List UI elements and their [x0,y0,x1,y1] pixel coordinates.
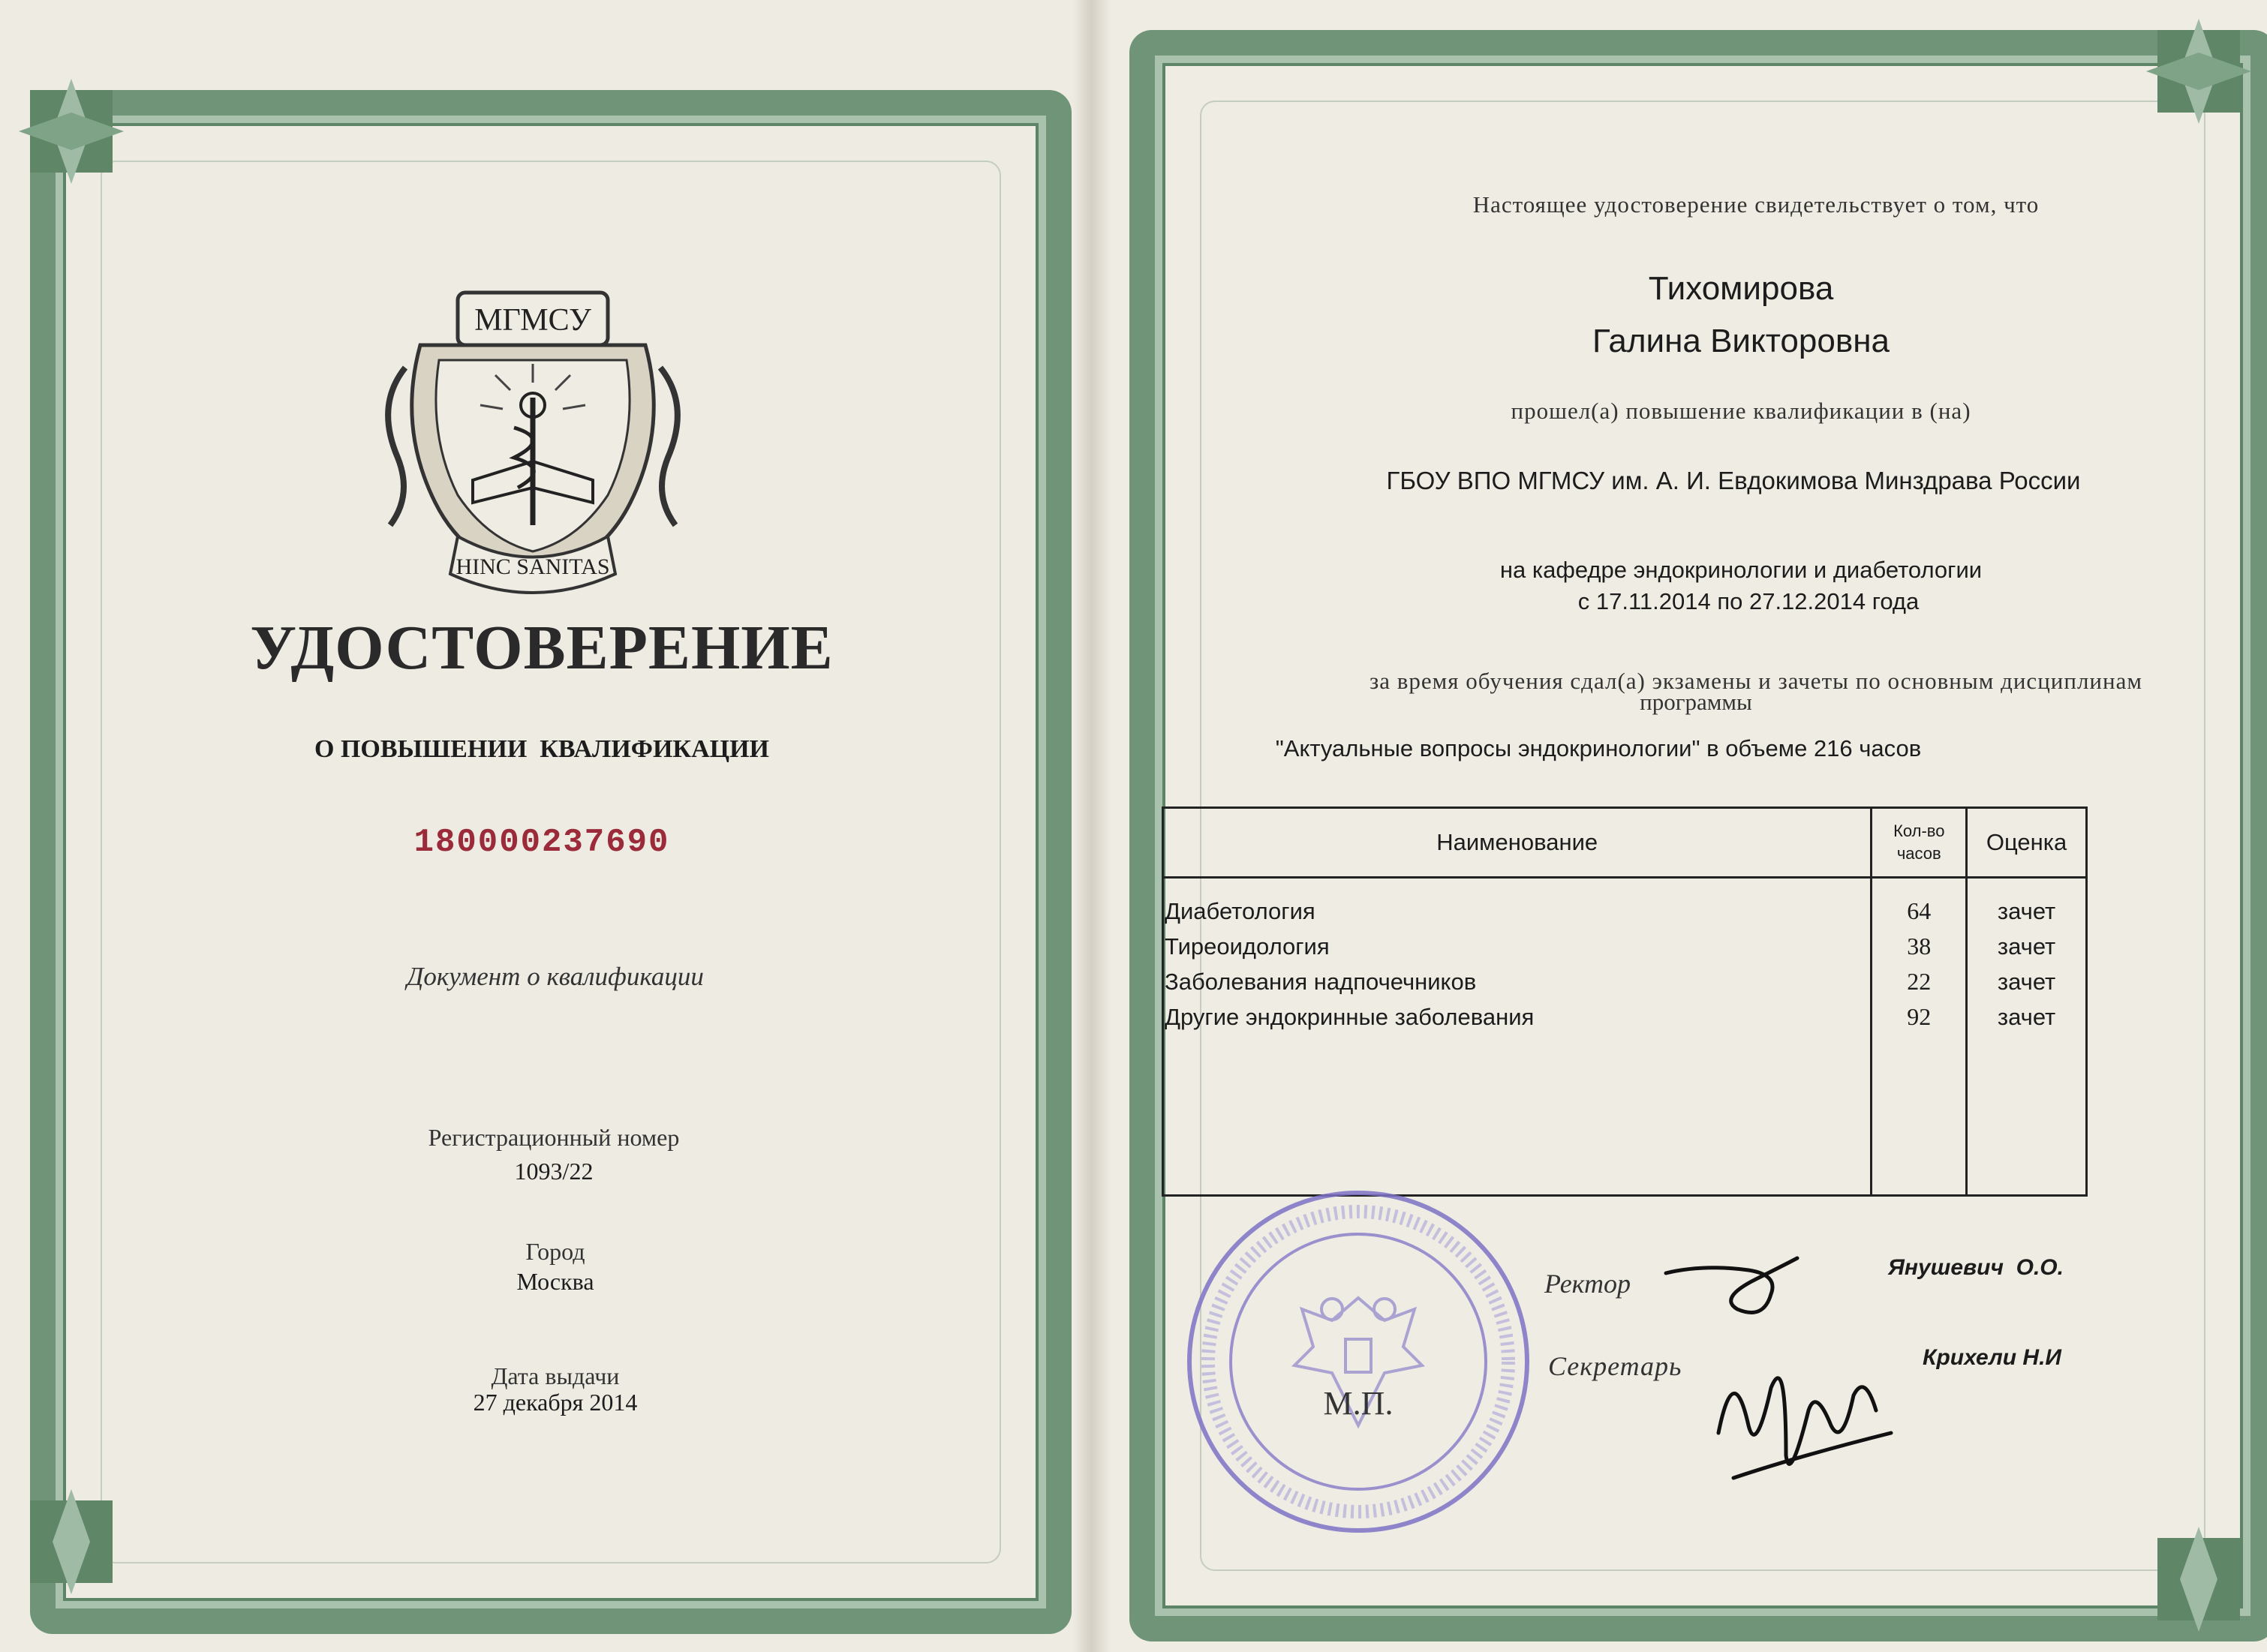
rector-name: Янушевич О.О. [1888,1255,2064,1280]
intro-text: Настоящее удостоверение свидетельствует о том, что [1472,191,2040,218]
table-row-discipline: Заболевания надпочечников [1165,969,1477,995]
document-type: Документ о квалификации [407,962,704,991]
right-bottom-right-corner-ornament [2142,1523,2255,1635]
column-header-hours-line1: Кол-во [1893,821,1945,840]
serial-number: 180000237690 [413,824,670,861]
table-row-hours: 92 [1907,1003,1932,1030]
table-row-hours: 22 [1907,968,1932,995]
disciplines-table [1162,806,2088,1197]
rector-signature [1658,1249,1808,1332]
holder-name: Галина Викторовна [1592,323,1890,359]
grade-cell [1967,878,2087,1196]
certificate-title: УДОСТОВЕРЕНИЕ [250,613,834,683]
table-row-discipline: Тиреоидология [1165,933,1330,960]
rector-label: Ректор [1544,1269,1631,1299]
secretary-signature [1703,1343,1899,1500]
issue-date-label: Дата выдачи [491,1362,620,1389]
mgmsu-logo [375,278,690,600]
column-header-hours-line2: часов [1896,844,1941,863]
official-seal [1182,1185,1535,1538]
left-page [0,0,1092,1652]
city-label: Город [525,1238,585,1265]
department-name: на кафедре эндокринологии и диабетологии [1499,557,1983,583]
program-title: "Актуальные вопросы эндокринологии" в объеме 216 часов [1275,735,1922,761]
table-row-grade: зачет [1997,933,2056,960]
table-header-row [1163,808,2087,878]
registration-label: Регистрационный номер [428,1124,680,1151]
table-row-discipline: Другие эндокринные заболевания [1165,1004,1535,1030]
logo-bottom-text: HINC SANITAS [456,554,610,579]
issue-date: 27 декабря 2014 [473,1389,638,1416]
table-row-hours: 38 [1907,933,1932,960]
table-body-row [1163,878,2087,1196]
seal-mark: М.П. [1323,1385,1394,1422]
book-fold-shadow [1073,0,1111,1652]
city-value: Москва [516,1268,594,1295]
secretary-name: Крихели Н.И [1923,1345,2061,1370]
table-row-discipline: Диабетология [1165,898,1315,924]
study-period: с 17.11.2014 по 27.12.2014 года [1577,588,1920,614]
column-header-hours [1872,808,1967,878]
left-bottom-left-corner-ornament [15,1485,128,1598]
logo-top-text: МГМСУ [474,303,591,338]
exams-text-line2: программы [1640,689,1752,715]
right-top-right-corner-ornament [2142,15,2255,128]
table-row-grade: зачет [1997,1004,2056,1030]
exams-text-line1: за время обучения сдал(а) экзамены и зачеты по основным дисциплинам [1370,668,2142,694]
secretary-label: Секретарь [1548,1351,1682,1381]
holder-surname: Тихомирова [1648,270,1834,307]
institution-name: ГБОУ ВПО МГМСУ им. А. И. Евдокимова Минздрава России [1386,467,2081,494]
table-row-grade: зачет [1997,969,2056,995]
hours-cell [1872,878,1967,1196]
registration-number: 1093/22 [514,1158,594,1185]
table-row-grade: зачет [1997,898,2056,924]
left-top-left-corner-ornament [15,75,128,188]
passed-text: прошел(а) повышение квалификации в (на) [1511,398,1971,424]
discipline-names-cell [1163,878,1872,1196]
column-header-grade: Оценка [1967,808,2087,878]
table-row-hours: 64 [1907,897,1932,924]
column-header-name: Наименование [1163,808,1872,878]
certificate-subtitle: О ПОВЫШЕНИИ КВАЛИФИКАЦИИ [314,735,769,763]
